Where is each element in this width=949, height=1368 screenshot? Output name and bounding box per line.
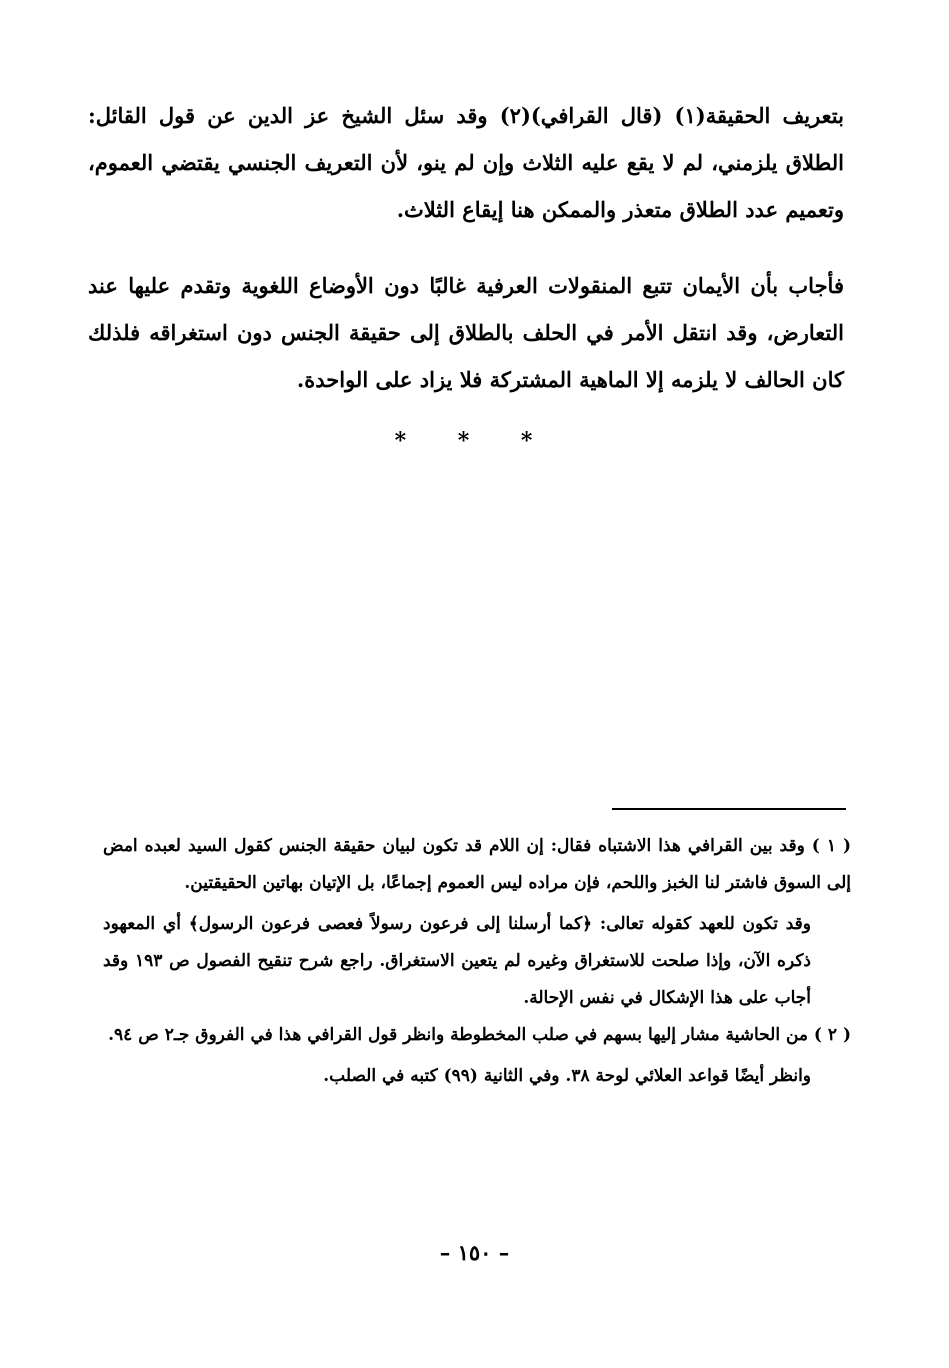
main-paragraph-2: فأجاب بأن الأيمان تتبع المنقولات العرفية غالبًا دون الأوضاع اللغوية وتقدم عليها عند التعارض، وقد انتقل الأمر في الحلف بالطلاق إلى حقيقة الجنس دون استغراقه فلذلك كان الحالف لا يلزمه إلا الماهية المشتركة فلا يزاد على الواحدة. xyxy=(88,273,844,392)
footnote-divider xyxy=(612,808,846,810)
footnote-1-part-2: وقد تكون للعهد كقوله تعالى: ﴿كما أرسلنا إلى فرعون رسولاً فعصى فرعون الرسول﴾ أي المعهود ذكره الآن، وإذا صلحت للاستغراق وغيره لم يتعين الاستغراق. راجع شرح تنقيح الفصول ص ١٩٣ وقد أجاب على هذا الإشكال في نفس الإحالة. xyxy=(103,914,811,1008)
main-paragraph-2-container xyxy=(88,262,844,403)
footnote-2-part-1: ( ٢ ) من الحاشية مشار إليها بسهم في صلب المخطوطة وانظر قول القرافي هذا في الفروق جـ٢ ص ٩٤. xyxy=(108,1025,851,1045)
footnotes-section xyxy=(103,828,851,1095)
section-separator: * * * xyxy=(394,428,555,454)
page-number: – ١٥٠ – xyxy=(439,1240,510,1265)
footnote-2-part-2: وانظر أيضًا قواعد العلائي لوحة ٣٨. وفي الثانية (٩٩) كتبه في الصلب. xyxy=(323,1066,811,1086)
main-paragraph-1-container xyxy=(88,92,844,233)
footnote-1-part-1: ( ١ ) وقد بين القرافي هذا الاشتباه فقال: إن اللام قد تكون لبيان حقيقة الجنس كقول السيد لعبده امض إلى السوق فاشتر لنا الخبز واللحم، فإن مراده ليس العموم إجماعًا، بل الإتيان بهاتين الحقيقتين. xyxy=(103,836,851,893)
main-paragraph-1: بتعريف الحقيقة(١) (قال القرافي)(٢) وقد سئل الشيخ عز الدين عن قول القائل: الطلاق يلزمني، لم لا يقع عليه الثلاث وإن لم ينو، لأن التعريف الجنسي يقتضي العموم، وتعميم عدد الطلاق متعذر والممكن هنا إيقاع الثلاث. xyxy=(88,103,844,222)
